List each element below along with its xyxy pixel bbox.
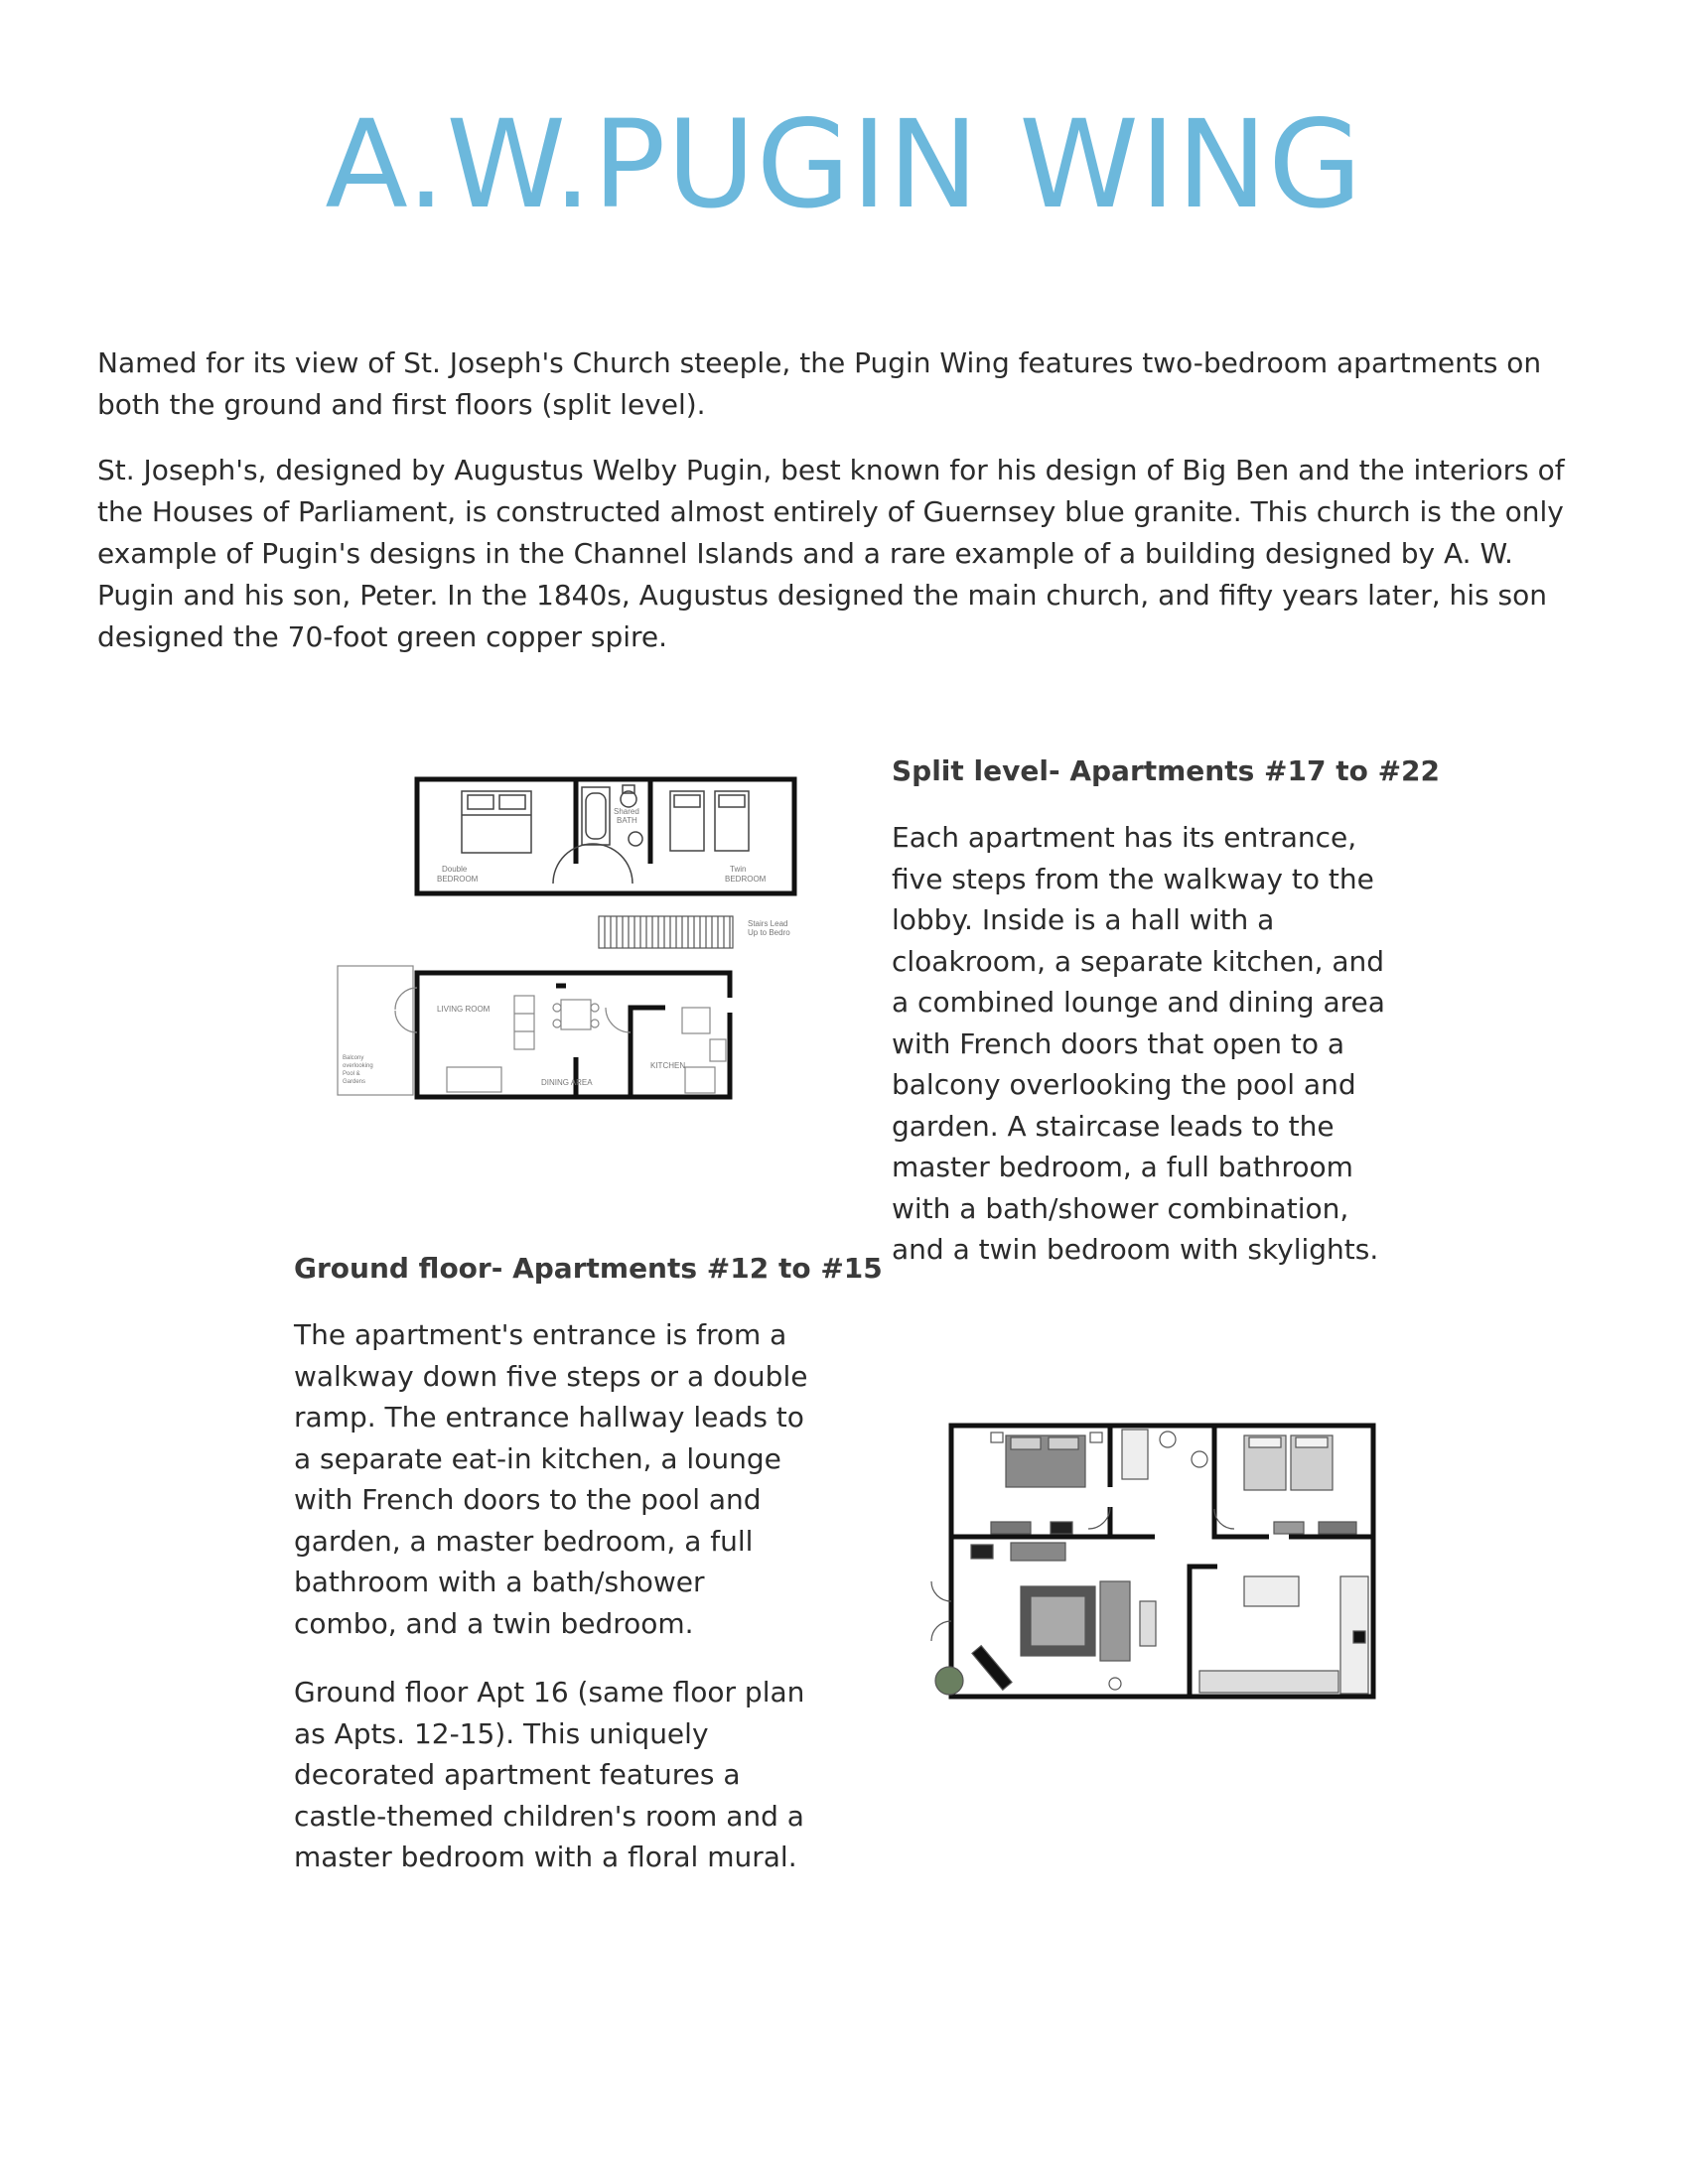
ground-floor-heading: Ground floor- Apartments #12 to #15	[294, 1252, 883, 1285]
label-living-room: LIVING ROOM	[437, 1005, 491, 1014]
split-level-body: Each apartment has its entrance, five steps from the walkway to the lobby. Inside is a hall with a cloakroom, a separate kitchen, and a combined lounge and dining area with French doors that open to a balcony overlooking the pool and garden. A staircase leads to the master bedroom, a full bathroom with a bath/shower combination, and a twin bedroom with skylights.	[892, 821, 1385, 1266]
label-bath: BATH	[617, 816, 637, 825]
label-stairs-2: Up to Bedro	[748, 928, 790, 937]
label-shared: Shared	[614, 807, 639, 816]
stairs	[599, 916, 733, 948]
intro-paragraph-1: Named for its view of St. Joseph's Church steeple, the Pugin Wing features two-bedroom apartments on both the ground and first floors (split level).	[97, 346, 1542, 421]
label-kitchen: KITCHEN	[650, 1061, 686, 1070]
intro-section	[97, 342, 1592, 682]
label-balcony-3: Pool &	[343, 1071, 360, 1077]
label-balcony-4: Gardens	[343, 1079, 366, 1085]
page-title: A.W.PUGIN WING	[325, 94, 1363, 235]
label-balcony-2: overlooking	[343, 1063, 373, 1069]
label-dining-area: DINING AREA	[541, 1078, 593, 1087]
label-twin-bedroom: BEDROOM	[725, 875, 767, 884]
label-stairs: Stairs Lead	[748, 919, 788, 928]
label-twin: Twin	[730, 865, 747, 874]
label-double-bedroom: BEDROOM	[437, 875, 479, 884]
intro-paragraph-2: St. Joseph's, designed by Augustus Welby Pugin, best known for his design of Big Ben and the interiors of the Houses of Parliament, is constructed almost entirely of Guernsey blue granite. This church is the only example of Pugin's designs in the Channel Islands and a rare example of a building designed by A. W. Pugin and his son, Peter. In the 1840s, Augustus designed the main church, and fifty years later, his son designed the 70-foot green copper spire.	[97, 454, 1565, 653]
ground-floor-body-2: Ground floor Apt 16 (same floor plan as Apts. 12-15). This uniquely decorated apartment features a castle-themed children's room and a master bedroom with a floral mural.	[294, 1676, 805, 1873]
ground-floor-plan	[912, 1418, 1378, 1715]
ground-floor-description	[294, 1314, 810, 1906]
ground-floor-body-1: The apartment's entrance is from a walkway down five steps or a double ramp. The entrance hallway leads to a separate eat-in kitchen, a lounge with French doors to the pool and garden, a master bedroom, a full bathroom with a bath/shower combo, and a twin bedroom.	[294, 1318, 808, 1640]
label-balcony: Balcony	[343, 1055, 364, 1061]
split-level-description	[892, 817, 1388, 1298]
split-level-floor-plan	[333, 769, 809, 1112]
split-level-heading: Split level- Apartments #17 to #22	[892, 754, 1441, 787]
label-double: Double	[442, 865, 468, 874]
